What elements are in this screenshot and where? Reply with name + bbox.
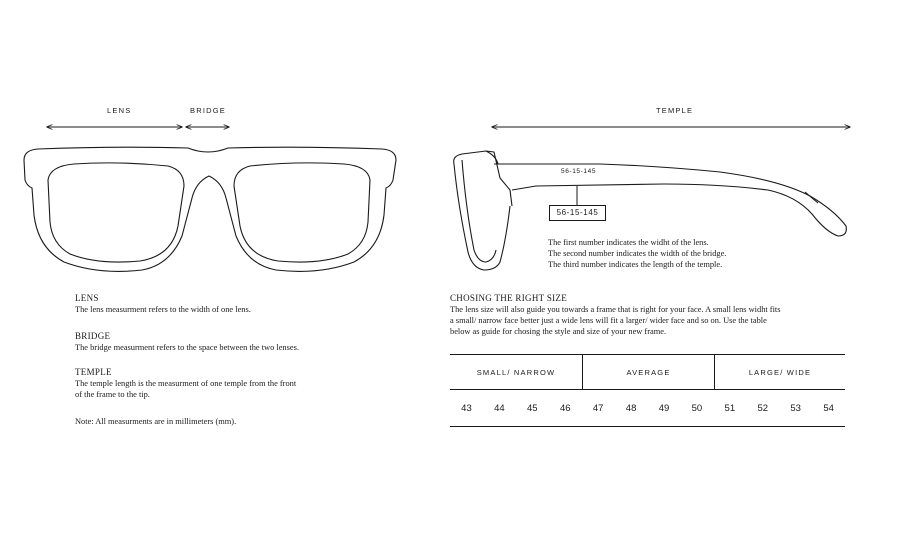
size-table [450,354,845,427]
size-cell: 46 [559,402,571,414]
size-cell: 50 [691,402,703,414]
section-text: The bridge measurment refers to the space between the two lenses. [75,343,299,352]
explanation-line: The third number indicates the length of the temple. [548,260,723,269]
explanation-line: The second number indicates the width of the bridge. [548,249,727,258]
size-cell: 48 [625,402,637,414]
lens-definition [75,293,251,315]
lens-label: LENS [107,106,132,115]
choosing-text: below as guide for chosing the style and size of your new frame. [450,327,667,336]
glasses-front-view [24,147,396,271]
category-average: AVERAGE [582,355,714,389]
section-title: TEMPLE [75,367,112,377]
choosing-text: The lens size will also guide you towards a frame that is right for your face. A small lens widht fits [450,305,781,314]
temple-definition [75,367,296,400]
size-cell: 44 [494,402,505,414]
bridge-label: BRIDGE [190,106,226,115]
code-explanation [548,237,726,270]
section-text: of the frame to the tip. [75,390,150,399]
choosing-text: a small/ narrow face better just a wide lens will fit a larger/ wider face and so on. Use the table [450,316,767,325]
size-cell: 52 [757,402,769,414]
choosing-title: CHOSING THE RIGHT SIZE [450,293,568,303]
explanation-line: The first number indicates the widht of the lens. [548,238,709,247]
units-note: Note: All measurments are in millimeters (mm). [75,417,237,426]
section-text: The lens measurment refers to the width of one lens. [75,305,251,314]
size-row [450,390,845,427]
size-cell: 47 [592,402,604,414]
size-code-box: 56-15-145 [549,205,606,221]
category-small-narrow: SMALL/ NARROW [476,367,556,377]
temple-label: TEMPLE [656,106,694,115]
section-title: LENS [75,293,99,303]
category-row [450,354,845,390]
size-cell: 53 [790,402,801,414]
section-title: BRIDGE [75,331,111,341]
size-cell: 45 [527,402,538,414]
size-cell: 43 [461,402,472,414]
category-large-wide: LARGE/ WIDE [714,355,845,389]
temple-size-code: 56-15-145 [561,168,597,175]
bridge-definition [75,331,299,353]
section-text: The temple length is the measurment of one temple from the front [75,379,297,388]
size-cell: 54 [823,402,834,414]
choosing-section [450,293,781,337]
size-cell: 49 [658,402,670,414]
size-cell: 51 [724,402,736,414]
